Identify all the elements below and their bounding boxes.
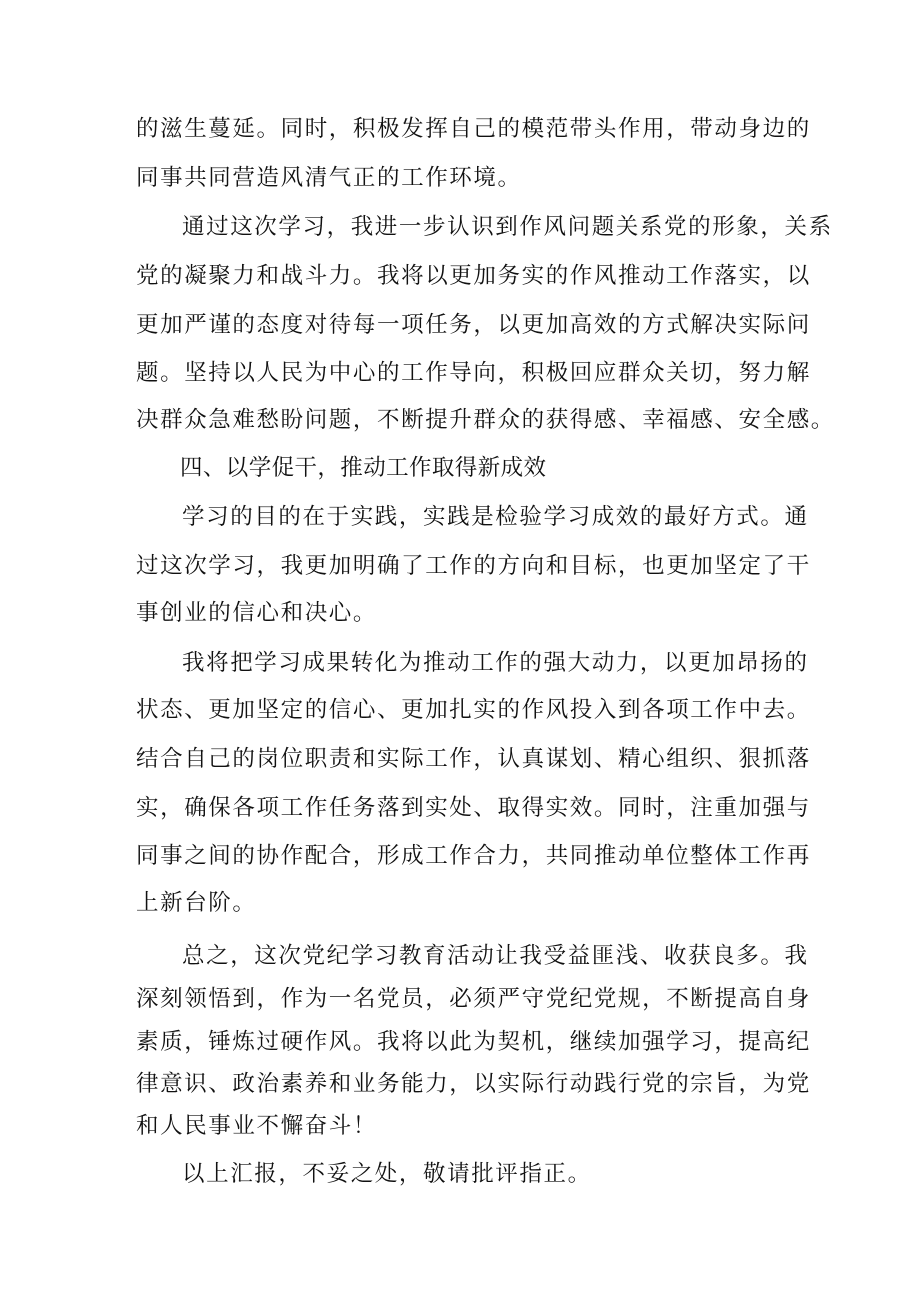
- paragraph-line: 决群众急难愁盼问题，不断提升群众的获得感、幸福感、安全感。: [136, 407, 835, 433]
- paragraph-line: 和人民事业不懈奋斗！: [136, 1113, 378, 1139]
- section-heading: 四、以学促干，推动工作取得新成效: [180, 455, 547, 481]
- paragraph-line: 同事之间的协作配合，形成工作合力，共同推动单位整体工作再: [136, 843, 811, 869]
- paragraph-line: 状态、更加坚定的信心、更加扎实的作风投入到各项工作中去。: [136, 697, 811, 723]
- paragraph-line: 同事共同营造风清气正的工作环境。: [136, 165, 522, 191]
- paragraph-line: 上新台阶。: [136, 890, 257, 916]
- paragraph-line: 律意识、政治素养和业务能力，以实际行动践行党的宗旨，为党: [136, 1071, 811, 1097]
- paragraph-line: 实，确保各项工作任务落到实处、取得实效。同时，注重加强与: [136, 795, 811, 821]
- paragraph-line: 以上汇报，不妥之处，敬请批评指正。: [182, 1161, 592, 1187]
- paragraph-line: 更加严谨的态度对待每一项任务，以更加高效的方式解决实际问: [136, 312, 811, 338]
- paragraph-line: 总之，这次党纪学习教育活动让我受益匪浅、收获良多。我: [182, 943, 809, 969]
- paragraph-line: 学习的目的在于实践，实践是检验学习成效的最好方式。通: [182, 504, 809, 530]
- paragraph-line: 过这次学习，我更加明确了工作的方向和目标，也更加坚定了干: [136, 553, 811, 579]
- paragraph-line: 党的凝聚力和战斗力。我将以更加务实的作风推动工作落实，以: [136, 263, 811, 289]
- paragraph-line: 事创业的信心和决心。: [136, 600, 378, 626]
- paragraph-line: 的滋生蔓延。同时，积极发挥自己的模范带头作用，带动身边的: [136, 116, 811, 142]
- paragraph-line: 结合自己的岗位职责和实际工作，认真谋划、精心组织、狠抓落: [136, 746, 811, 772]
- paragraph-line: 我将把学习成果转化为推动工作的强大动力，以更加昂扬的: [182, 650, 809, 676]
- paragraph-line: 题。坚持以人民为中心的工作导向，积极回应群众关切，努力解: [136, 360, 811, 386]
- paragraph-line: 通过这次学习，我进一步认识到作风问题关系党的形象，关系: [182, 214, 833, 240]
- paragraph-line: 深刻领悟到，作为一名党员，必须严守党纪党规，不断提高自身: [136, 986, 811, 1012]
- paragraph-line: 素质，锤炼过硬作风。我将以此为契机，继续加强学习，提高纪: [136, 1029, 811, 1055]
